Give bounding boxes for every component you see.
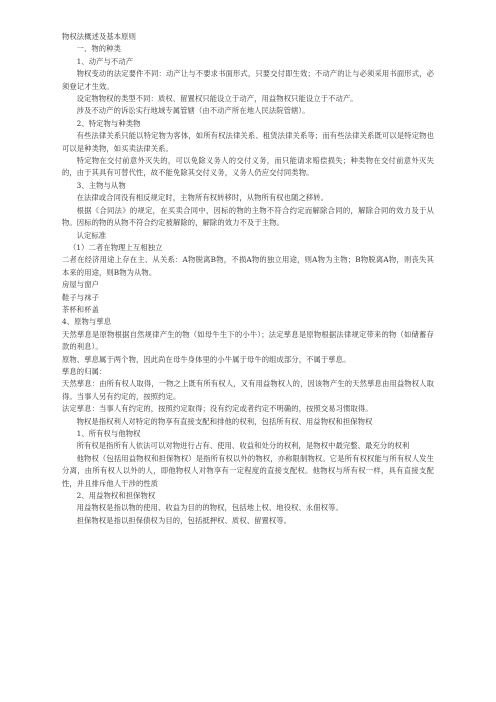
paragraph: 天然孳息：由所有权人取得，一物之上既有所有权人，又有用益物权人的，因该物产生的天然孳息由用益物权人取得。当事人另有约定的，按照约定。	[62, 379, 434, 401]
paragraph: 鞋子与袜子	[62, 292, 99, 302]
paragraph: 设定物物权的类型不同：质权、留置权只能设立于动产，用益物权只能设立于不动产。	[76, 94, 358, 104]
document-title: 物权法概述及基本原则	[62, 32, 136, 41]
paragraph: 法定孳息：当事人有约定的，按照约定取得；没有约定或者约定不明确的，按照交易习惯取得。	[62, 404, 373, 414]
paragraph: 4、原物与孳息	[62, 317, 112, 327]
paragraph: 物权变动的法定要件不同：动产让与不要求书面形式，只要交付即生效；不动产的让与必须采用书面形式，必须登记才生效。	[62, 69, 434, 91]
paragraph: 认定标准	[76, 230, 107, 240]
paragraph: 原物、孳息属于两个物，因此尚在母牛身体里的小牛属于母牛的组成部分，不属于孳息。	[62, 354, 351, 364]
paragraph: 茶杯和杯盖	[62, 304, 99, 314]
paragraph: 2、用益物权和担保物权	[76, 491, 156, 501]
paragraph: 物权是指权利人对特定的物享有直接支配和排他的权利，包括所有权、用益物权和担保物权	[76, 416, 373, 426]
paragraph: 1、动产与不动产	[76, 56, 134, 66]
paragraph: 用益物权是指以物的使用、收益为目的的物权，包括地上权、地役权、永佃权等。	[76, 503, 343, 513]
paragraph: （1）二者在物理上互相独立	[69, 242, 163, 252]
paragraph: 在法律或合同没有相反规定时，主物所有权转移时，从物所有权也随之移转。	[76, 193, 329, 203]
paragraph: 涉及不动产的诉讼实行地域专属管辖（由不动产所在地人民法院管辖）。	[76, 106, 310, 116]
paragraph: 3、主物与从物	[76, 180, 126, 190]
paragraph: 孳息的归属：	[62, 366, 107, 376]
paragraph: 房屋与窗户	[62, 280, 99, 290]
paragraph: 一、物的种类	[76, 44, 121, 54]
paragraph: 1、所有权与他物权	[76, 429, 141, 438]
paragraph: 二者在经济用途上存在主、从关系：A物脱离B物，不损A物的独立用途，则A物为主物；B物脱离A物，则丧失其本来的用途，则B物为从物。	[62, 255, 434, 277]
paragraph: 有些法律关系只能以特定物为客体，如所有权法律关系、租赁法律关系等；而有些法律关系既可以是特定物也可以是种类物，如买卖法律关系。	[62, 131, 434, 153]
paragraph: 担保物权是指以担保债权为目的，包括抵押权、质权、留置权等。	[76, 515, 292, 525]
paragraph: 特定物在交付前意外灭失的，可以免除义务人的交付义务，而只能请求赔偿损失；种类物在交付前意外灭失的，由于其具有可替代性，故不能免除其交付义务，义务人仍应交付同类物。	[62, 156, 434, 178]
paragraph: 他物权（包括用益物权和担保物权）是指所有权以外的物权，亦称限制物权。它是所有权权能与所有权人发生分离，由所有权人以外的人，即他物权人对物享有一定程度的直接支配权。他物权与所有权一样，具有直接支配性，并且排斥他人干涉的性质	[62, 453, 434, 488]
document-body	[62, 31, 434, 527]
paragraph: 2、特定物与种类物	[76, 118, 141, 128]
paragraph: 天然孳息是原物根据自然规律产生的物（如母牛生下的小牛）；法定孳息是原物根据法律规定带来的物（如储蓄存款的利息）。	[62, 329, 434, 352]
paragraph: 所有权是指所有人依法可以对物进行占有、使用、收益和处分的权利，是物权中最完整、最充分的权利	[76, 441, 410, 451]
paragraph: 根据《合同法》的规定，在买卖合同中，因标的物的主物不符合约定而解除合同的，解除合同的效力及于从物。因标的物的从物不符合约定被解除的，解除的效力不及于主物。	[62, 205, 434, 228]
